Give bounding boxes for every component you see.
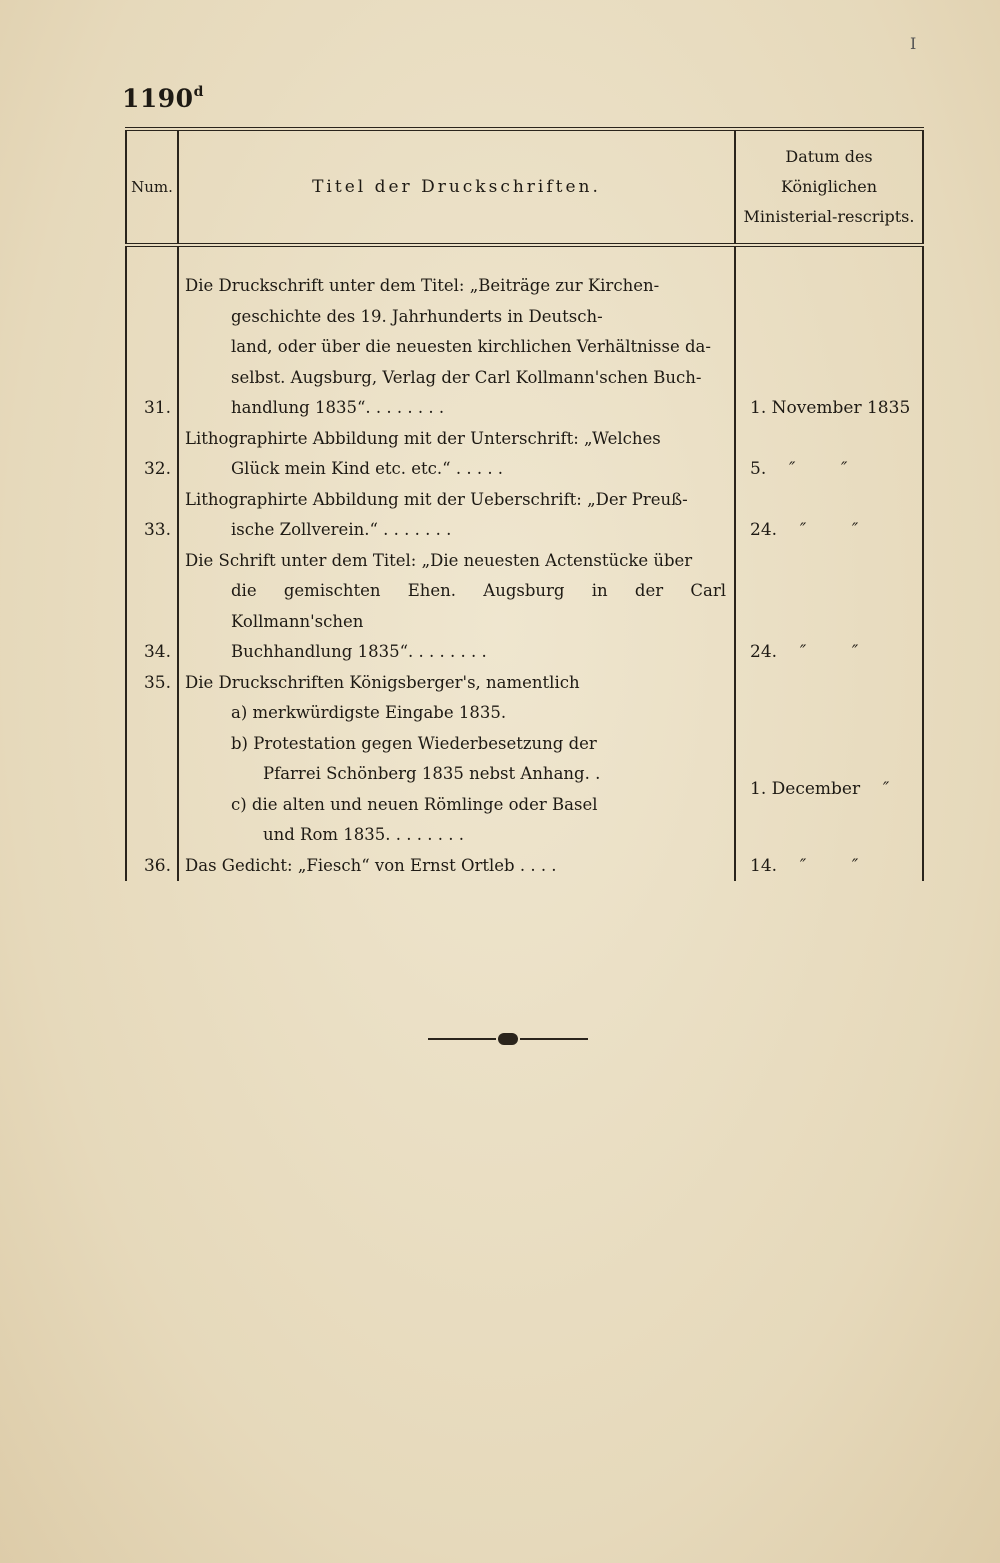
- row-title: Die Druckschrift unter dem Titel: „Beiträge zur Kirchen- geschichte des 19. Jahrhunderts in Deutsch- land, oder über die neuesten kirchlichen Verhältnisse da- selbst. Augsburg, Verlag der Carl Kollmann'schen Buch- handlung 1835“. . . . . . . .: [178, 245, 735, 424]
- header-num: Num.: [126, 129, 178, 245]
- row-date: 24. ″ ″: [735, 485, 923, 546]
- header-date: Datum des Königlichen Ministerial-rescripts.: [735, 129, 923, 245]
- ornament-divider: [428, 1030, 588, 1048]
- row-title: Die Schrift unter dem Titel: „Die neuesten Actenstücke über die gemischten Ehen. Augsburg in der Carl Kollmann'schen Buchhandlung 1835“. . . . . . . .: [178, 546, 735, 668]
- row-number: 36.: [126, 851, 178, 882]
- row-number: 35.: [126, 668, 178, 851]
- row-date: 24. ″ ″: [735, 546, 923, 668]
- row-date: 14. ″ ″: [735, 851, 923, 882]
- row-date: 5. ″ ″: [735, 424, 923, 485]
- corner-mark: I: [910, 34, 917, 53]
- row-title: Das Gedicht: „Fiesch“ von Ernst Ortleb . . . .: [178, 851, 735, 882]
- table-row: [126, 485, 923, 546]
- row-number: 33.: [126, 485, 178, 546]
- row-number: 32.: [126, 424, 178, 485]
- row-title: Lithographirte Abbildung mit der Unterschrift: „Welches Glück mein Kind etc. etc.“ . . . . .: [178, 424, 735, 485]
- row-date: 1. November 1835: [735, 245, 923, 424]
- row-date: 1. December ″: [735, 668, 923, 851]
- register-table: [125, 127, 924, 881]
- row-number: 31.: [126, 245, 178, 424]
- row-title: Lithographirte Abbildung mit der Ueberschrift: „Der Preuß- ische Zollverein.“ . . . . . . .: [178, 485, 735, 546]
- page-number: 1190$^d$: [122, 84, 204, 113]
- row-title: Die Druckschriften Königsberger's, namentlich a) merkwürdigste Eingabe 1835. b) Protestation gegen Wiederbesetzung der Pfarrei Schönberg 1835 nebst Anhang. . c) die alten und neuen Römlinge oder Basel und Rom 1835. . . . . . . .: [178, 668, 735, 851]
- row-number: 34.: [126, 546, 178, 668]
- table-row: [126, 245, 923, 424]
- table-row: [126, 546, 923, 668]
- header-title: Titel der Druckschriften.: [178, 129, 735, 245]
- table-row: [126, 851, 923, 882]
- table-header-row: [126, 129, 923, 245]
- table-row: [126, 424, 923, 485]
- table-row: [126, 668, 923, 851]
